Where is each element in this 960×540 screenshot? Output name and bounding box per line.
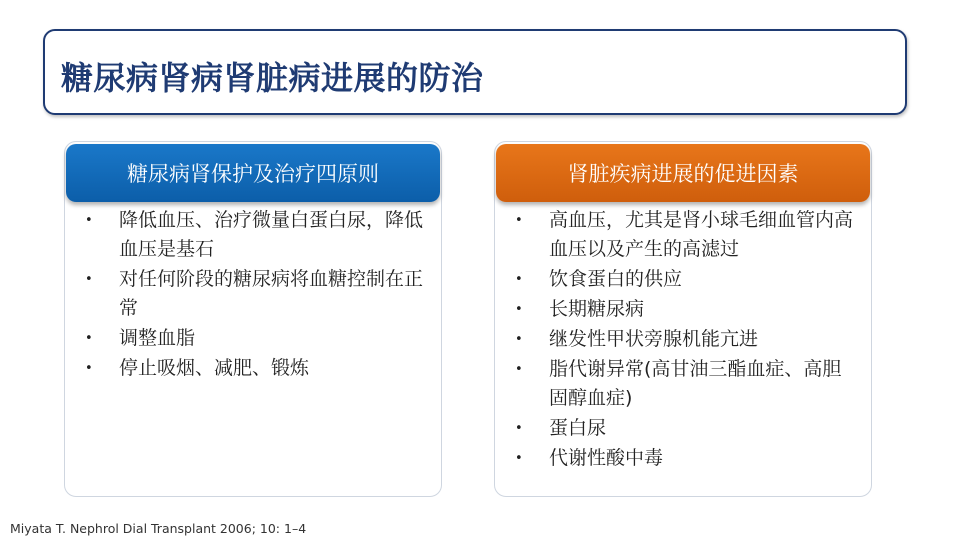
list-item-text: 饮食蛋白的供应 [549, 268, 683, 290]
list-item [65, 206, 441, 264]
list-item [495, 444, 871, 473]
right-panel-header: 肾脏疾病进展的促进因素 [496, 144, 870, 202]
list-item-text: 蛋白尿 [549, 417, 607, 439]
list-item [65, 265, 441, 323]
right-panel-list [495, 206, 871, 474]
left-panel [64, 141, 442, 497]
list-item [65, 354, 441, 383]
bullet-icon: • [515, 362, 523, 377]
list-item-text: 高血压，尤其是肾小球毛细血管内高血压以及产生的高滤过 [549, 209, 854, 260]
slide-title: 糖尿病肾病肾脏病进展的防治 [61, 59, 484, 97]
bullet-icon: • [85, 361, 93, 376]
citation: Miyata T. Nephrol Dial Transplant 2006; 10: 1–4 [10, 521, 307, 536]
right-panel [494, 141, 872, 497]
list-item-text: 调整血脂 [119, 327, 196, 349]
list-item-text: 降低血压、治疗微量白蛋白尿，降低血压是基石 [119, 209, 424, 260]
list-item-text: 停止吸烟、减肥、锻炼 [119, 357, 310, 379]
list-item-text: 长期糖尿病 [549, 298, 645, 320]
list-item-text: 对任何阶段的糖尿病将血糖控制在正常 [119, 268, 424, 319]
left-panel-list [65, 206, 441, 384]
list-item [495, 295, 871, 324]
list-item [495, 355, 871, 413]
bullet-icon: • [85, 331, 93, 346]
list-item-text: 继发性甲状旁腺机能亢进 [549, 328, 759, 350]
list-item-text: 脂代谢异常(高甘油三酯血症、高胆固醇血症) [549, 358, 842, 409]
bullet-icon: • [515, 302, 523, 317]
bullet-icon: • [515, 272, 523, 287]
bullet-icon: • [85, 213, 93, 228]
list-item [65, 324, 441, 353]
list-item [495, 414, 871, 443]
title-box [43, 29, 907, 115]
left-panel-header: 糖尿病肾保护及治疗四原则 [66, 144, 440, 202]
bullet-icon: • [85, 272, 93, 287]
list-item [495, 265, 871, 294]
bullet-icon: • [515, 332, 523, 347]
bullet-icon: • [515, 451, 523, 466]
list-item [495, 325, 871, 354]
bullet-icon: • [515, 421, 523, 436]
list-item [495, 206, 871, 264]
list-item-text: 代谢性酸中毒 [549, 447, 664, 469]
bullet-icon: • [515, 213, 523, 228]
